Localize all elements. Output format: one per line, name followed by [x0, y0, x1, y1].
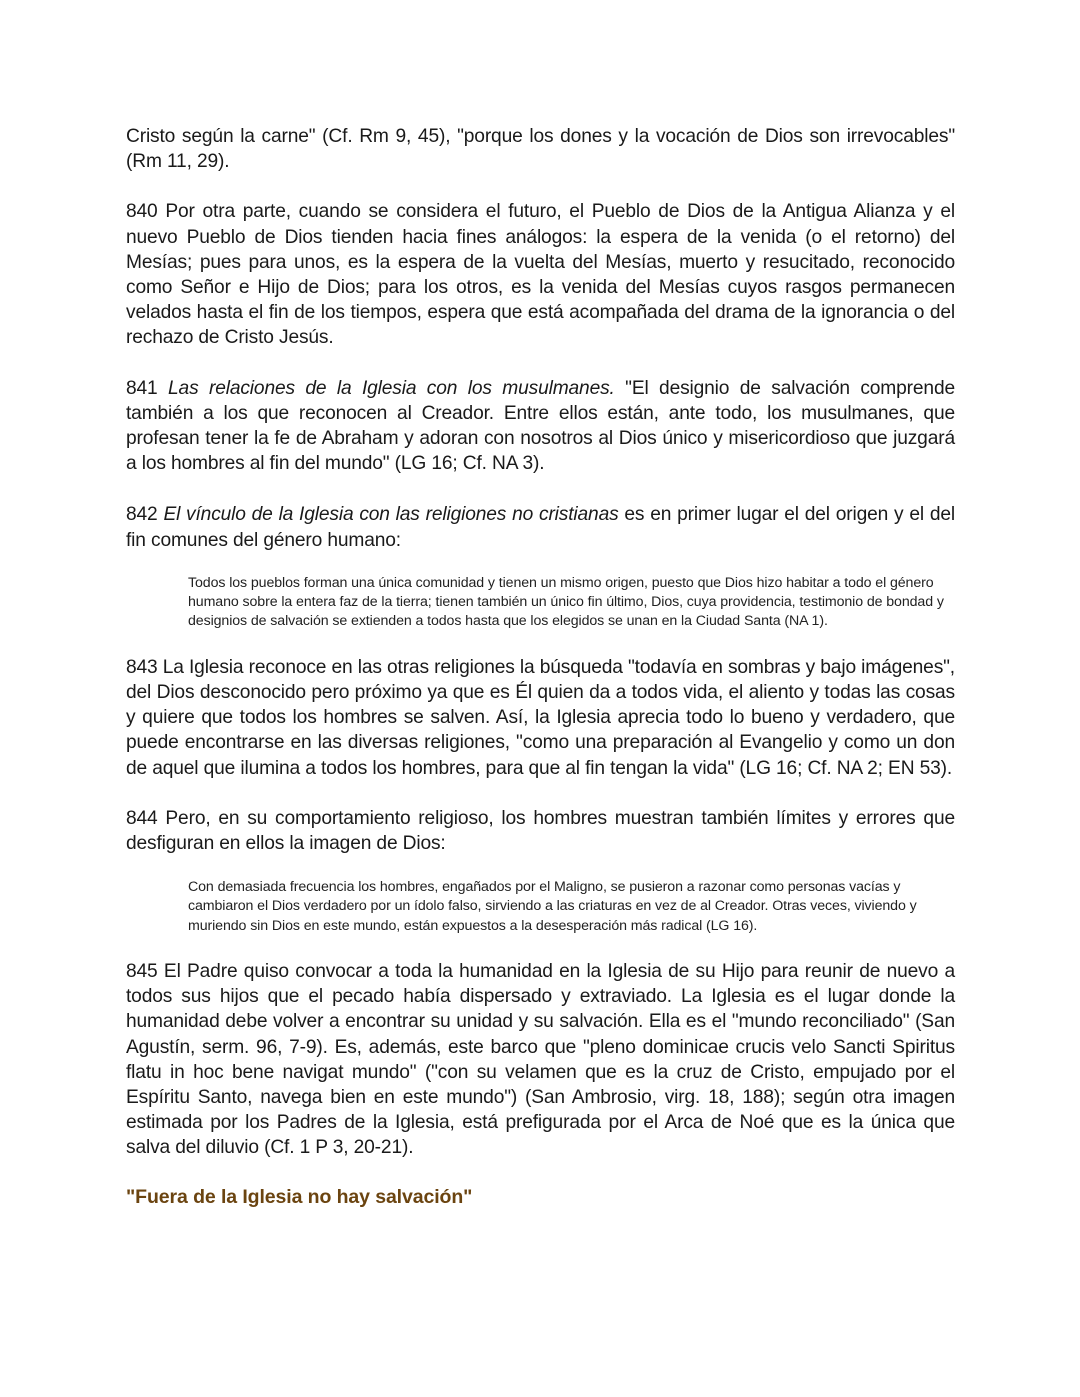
paragraph-number: 842	[126, 504, 158, 526]
paragraph-italic-title: Las relaciones de la Iglesia con los musulmanes.	[168, 377, 615, 399]
paragraph-844	[126, 806, 955, 856]
paragraph-text: "El designio de salvación comprende también a los que reconocen al Creador. Entre ellos están, ante todo, los musulmanes, que profesan tener la fe de Abraham y adoran con nosotros al Dios único y misericordioso que juzgará a los hombres al fin del mundo" (LG 16; Cf. NA 3).	[126, 377, 955, 475]
paragraph-number: 840	[126, 201, 158, 223]
paragraph-text: es en primer lugar el del origen y el del fin comunes del género humano:	[126, 504, 955, 551]
paragraph-number: 844	[126, 807, 158, 829]
paragraph-text: Por otra parte, cuando se considera el futuro, el Pueblo de Dios de la Antigua Alianza y el nuevo Pueblo de Dios tienden hacia fines análogos: la espera de la venida (o el retorno) del Mesías; pues para unos, es la espera de la vuelta del Mesías, muerto y resucitado, reconocido como Señor e Hijo de Dios; para los otros, es la venida del Mesías cuyos rasgos permanecen velados hasta el fin de los tiempos, espera que está acompañada del drama de la ignorancia o del rechazo de Cristo Jesús.	[126, 201, 955, 349]
block-quote-844: Con demasiada frecuencia los hombres, engañados por el Maligno, se pusieron a razonar como personas vacías y cambiaron el Dios verdadero por un ídolo falso, sirviendo a las criaturas en vez de al Creador. Otras veces, viviendo y muriendo sin Dios en este mundo, están expuestos a la desesperación más radical (LG 16).	[188, 879, 917, 934]
paragraph-text: Cristo según la carne" (Cf. Rm 9, 45), "porque los dones y la vocación de Dios son irrevocables" (Rm 11, 29).	[126, 126, 955, 173]
paragraph-number: 843	[126, 656, 158, 678]
paragraph-text: El Padre quiso convocar a toda la humanidad en la Iglesia de su Hijo para reunir de nuevo a todos sus hijos que el pecado había dispersado y extraviado. La Iglesia es el lugar donde la humanidad debe volver a encontrar su unidad y su salvación. Ella es el "mundo reconciliado" (San Agustín, serm. 96, 7-9). Es, además, este barco que "pleno dominicae crucis velo Sancti Spiritus flatu in hoc bene navigat mundo" ("con su velamen que es la cruz de Cristo, empujado por el Espíritu Santo, navega bien en este mundo") (San Ambrosio, virg. 18, 188); según otra imagen estimada por los Padres de la Iglesia, está prefigurada por el Arca de Noé que es la única que salva del diluvio (Cf. 1 P 3, 20-21).	[126, 961, 956, 1159]
section-heading: "Fuera de la Iglesia no hay salvación"	[126, 1185, 473, 1208]
paragraph-841	[126, 376, 955, 477]
paragraph-number: 841	[126, 377, 158, 399]
block-quote-842: Todos los pueblos forman una única comunidad y tienen un mismo origen, puesto que Dios hizo habitar a todo el género humano sobre la entera faz de la tierra; tienen también un único fin último, Dios, cuya providencia, testimonio de bondad y designios de salvación se extienden a todos hasta que los elegidos se unan en la Ciudad Santa (NA 1).	[188, 574, 944, 630]
paragraph-840	[126, 199, 955, 350]
paragraph-number: 845	[126, 961, 158, 983]
paragraph-continuation	[126, 124, 955, 174]
paragraph-text: La Iglesia reconoce en las otras religiones la búsqueda "todavía en sombras y bajo imágenes", del Dios desconocido pero próximo ya que es Él quien da a todos vida, el aliento y todas las cosas y quiere que todos los hombres se salven. Así, la Iglesia aprecia todo lo bueno y verdadero, que puede encontrarse en las diversas religiones, "como una preparación al Evangelio y como un don de aquel que ilumina a todos los hombres, para que al fin tengan la vida" (LG 16; Cf. NA 2; EN 53).	[126, 656, 955, 779]
document-page	[126, 124, 955, 1210]
paragraph-italic-title: El vínculo de la Iglesia con las religiones no cristianas	[163, 504, 619, 526]
paragraph-text: Pero, en su comportamiento religioso, los hombres muestran también límites y errores que desfiguran en ellos la imagen de Dios:	[126, 807, 955, 854]
paragraph-843	[126, 655, 955, 781]
paragraph-842	[126, 502, 955, 552]
paragraph-845	[126, 959, 955, 1161]
